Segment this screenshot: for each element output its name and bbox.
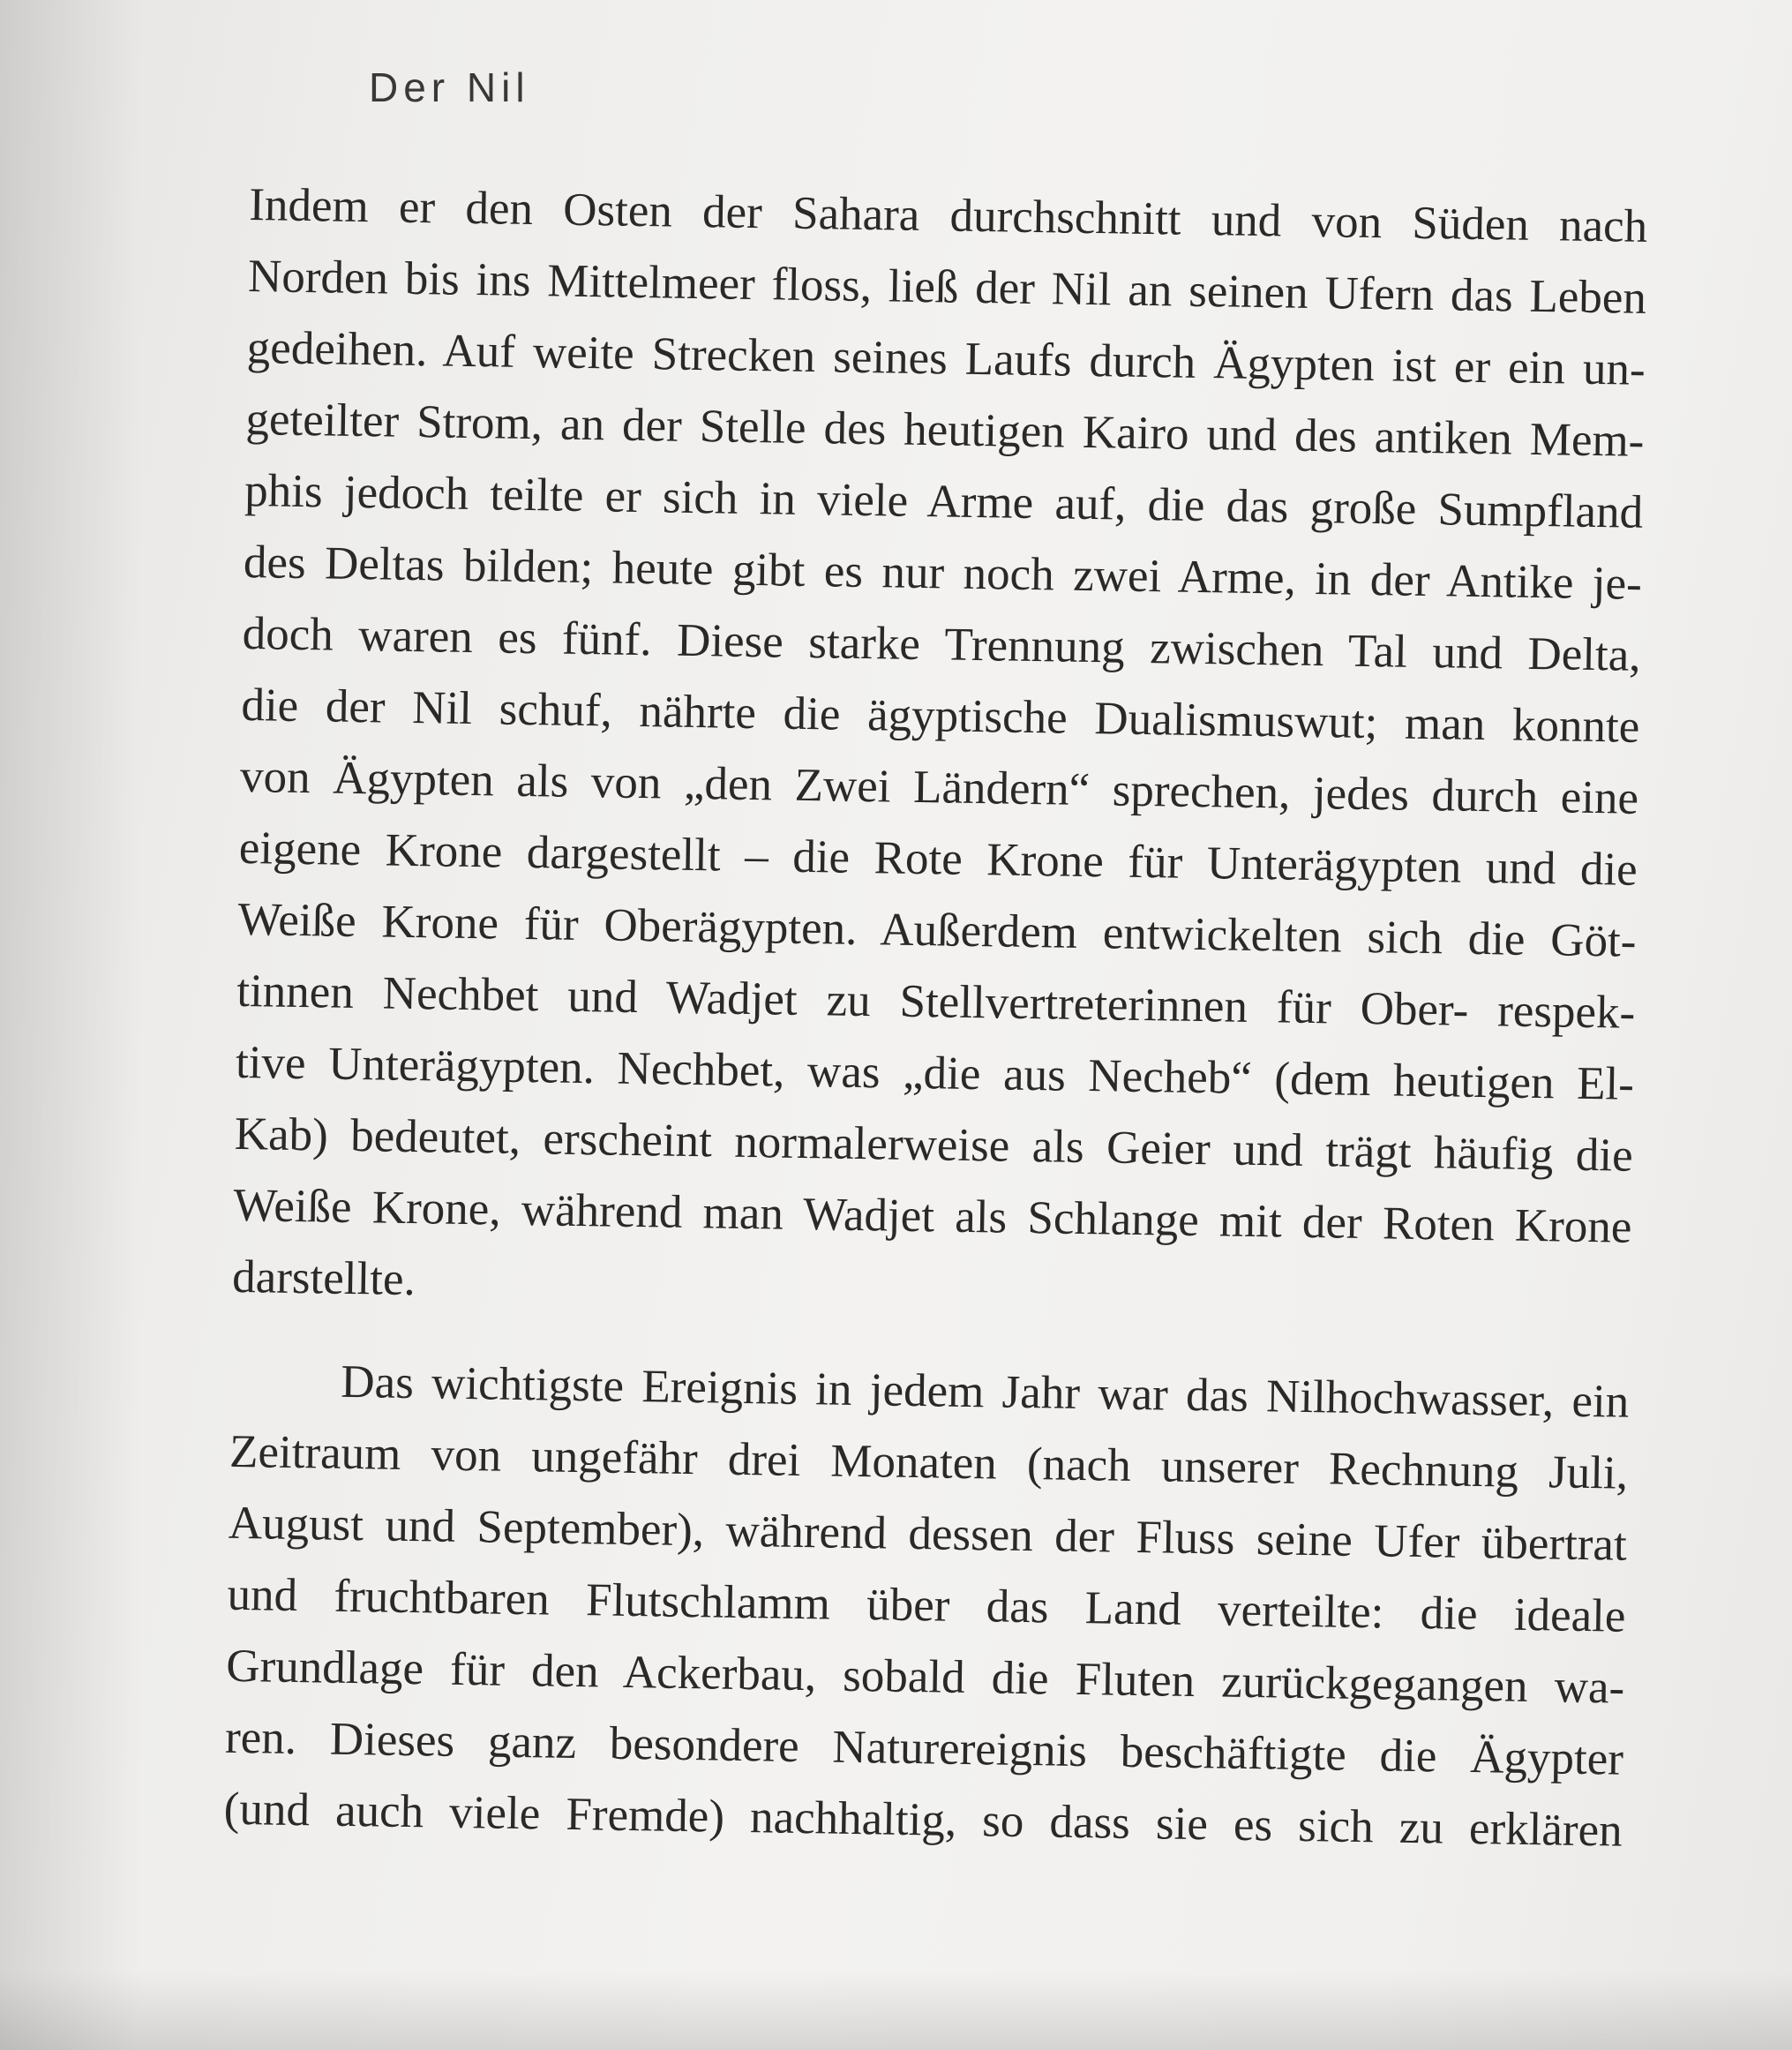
text-line: geteilter Strom, an der Stelle des heutigen Kairo und des antiken Mem- <box>245 393 1645 467</box>
text-line: Zeitraum von ungefähr drei Monaten (nach unserer Rechnung Juli, <box>229 1425 1629 1499</box>
text-line: Weiße Krone für Oberägypten. Außerdem entwickelten sich die Göt- <box>237 893 1637 967</box>
text-line: August und September), während dessen der Fluss seine Ufer übertrat <box>228 1497 1628 1571</box>
running-head: Der Nil <box>369 64 530 110</box>
text-line: ren. Dieses ganz besondere Naturereignis beschäftigte die Ägypter <box>224 1711 1624 1785</box>
text-line: darstellte. <box>231 1250 416 1306</box>
text-line: tinnen Nechbet und Wadjet zu Stellvertreterinnen für Ober- respek- <box>236 965 1636 1039</box>
text-line: Indem er den Osten der Sahara durchschnitt und von Süden nach <box>248 178 1648 252</box>
text-line: Norden bis ins Mittelmeer floss, ließ der Nil an seinen Ufern das Leben <box>247 250 1647 324</box>
text-line: gedeihen. Auf weite Strecken seines Laufs durch Ägypten ist er ein un- <box>246 321 1646 395</box>
body-text <box>223 169 1648 1867</box>
paragraph-1 <box>232 169 1648 1335</box>
text-line: Kab) bedeutet, erscheint normalerweise als Geier und trägt häufig die <box>234 1108 1634 1182</box>
text-line: des Deltas bilden; heute gibt es nur noch zwei Arme, in der Antike je- <box>243 536 1643 610</box>
text-line: und fruchtbaren Flutschlamm über das Land verteilte: die ideale <box>227 1568 1626 1642</box>
text-line: von Ägypten als von „den Zwei Ländern“ sprechen, jedes durch eine <box>239 750 1639 824</box>
text-line: (und auch viele Fremde) nachhaltig, so dass sie es sich zu erklären <box>223 1783 1623 1857</box>
text-line: Weiße Krone, während man Wadjet als Schlange mit der Roten Krone <box>233 1179 1632 1253</box>
text-line: die der Nil schuf, nährte die ägyptische Dualismuswut; man konnte <box>241 679 1640 753</box>
text-line: tive Unterägypten. Nechbet, was „die aus Necheb“ (dem heutigen El- <box>235 1036 1635 1110</box>
text-line: eigene Krone dargestellt – die Rote Krone für Unterägypten und die <box>238 822 1638 896</box>
text-line: phis jedoch teilte er sich in viele Arme auf, die das große Sumpfland <box>244 464 1644 538</box>
text-line: Das wichtigste Ereignis in jedem Jahr war das Nilhochwasser, ein <box>340 1355 1630 1428</box>
paragraph-2 <box>223 1345 1630 1867</box>
text-line: doch waren es fünf. Diese starke Trennung zwischen Tal und Delta, <box>242 607 1641 681</box>
text-line: Grundlage für den Ackerbau, sobald die Fluten zurückgegangen wa- <box>225 1640 1625 1714</box>
